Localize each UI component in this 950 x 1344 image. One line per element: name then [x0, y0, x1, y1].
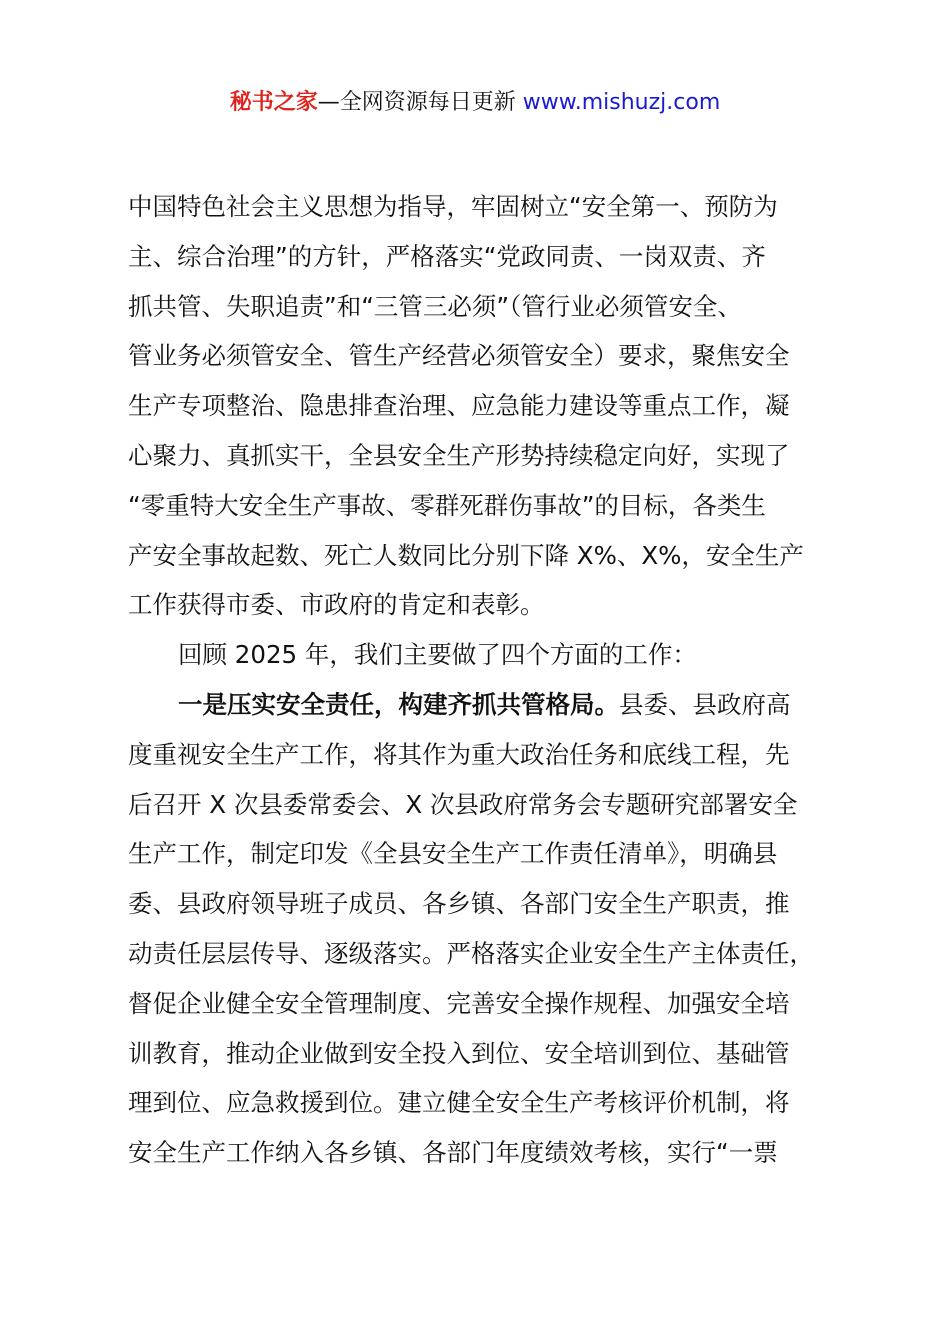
text-line: 督促企业健全安全管理制度、完善安全操作规程、加强安全培: [128, 988, 790, 1018]
document-body: [128, 182, 838, 1178]
section-heading: 一是压实安全责任，构建齐抓共管格局。: [178, 689, 619, 719]
paragraph-3-first-line: [128, 680, 838, 730]
text-line: 生产专项整治、隐患排查治理、应急能力建设等重点工作，凝: [128, 391, 790, 421]
paragraph-3: [128, 680, 838, 1178]
text-line: 度重视安全生产工作，将其作为重大政治任务和底线工程，先: [128, 739, 790, 769]
text-line: 心聚力、真抓实干，全县安全生产形势持续稳定向好，实现了: [128, 440, 790, 470]
text-line: 主、综合治理”的方针，严格落实“党政同责、一岗双责、齐: [128, 241, 766, 271]
text-line: 委、县政府领导班子成员、各乡镇、各部门安全生产职责，推: [128, 889, 790, 919]
paragraph-3-lead-text: 县委、县政府高: [619, 689, 791, 719]
text-line: 生产工作，制定印发《全县安全生产工作责任清单》，明确县: [128, 839, 778, 869]
text-line: 管业务必须管安全、管生产经营必须管安全）要求，聚焦安全: [128, 341, 790, 371]
paragraph-2: 回顾 2025 年，我们主要做了四个方面的工作：: [178, 640, 697, 670]
text-line: 安全生产工作纳入各乡镇、各部门年度绩效考核，实行“一票: [128, 1138, 778, 1168]
text-line: “零重特大安全生产事故、零群死群伤事故”的目标，各类生: [128, 490, 766, 520]
text-line: 训教育，推动企业做到安全投入到位、安全培训到位、基础管: [128, 1038, 790, 1068]
page-header: [0, 86, 950, 120]
text-line: 理到位、应急救援到位。建立健全安全生产考核评价机制，将: [128, 1088, 790, 1118]
brand-name: 秘书之家: [229, 90, 318, 115]
header-tagline: —全网资源每日更新: [317, 90, 523, 115]
paragraph-1: [128, 182, 838, 630]
text-line: 中国特色社会主义思想为指导，牢固树立“安全第一、预防为: [128, 192, 778, 221]
text-line: 工作获得市委、市政府的肯定和表彰。: [128, 590, 545, 620]
text-line: 抓共管、失职追责”和“三管三必须”（管行业必须管安全、: [128, 291, 742, 321]
site-url-link[interactable]: www.mishuzj.com: [522, 90, 721, 115]
text-line: 动责任层层传导、逐级落实。严格落实企业安全生产主体责任，: [128, 938, 814, 968]
text-line: 产安全事故起数、死亡人数同比分别下降 X%、X%，安全生产: [128, 540, 804, 570]
text-line: 后召开 X 次县委常委会、X 次县政府常务会专题研究部署安全: [128, 789, 798, 819]
